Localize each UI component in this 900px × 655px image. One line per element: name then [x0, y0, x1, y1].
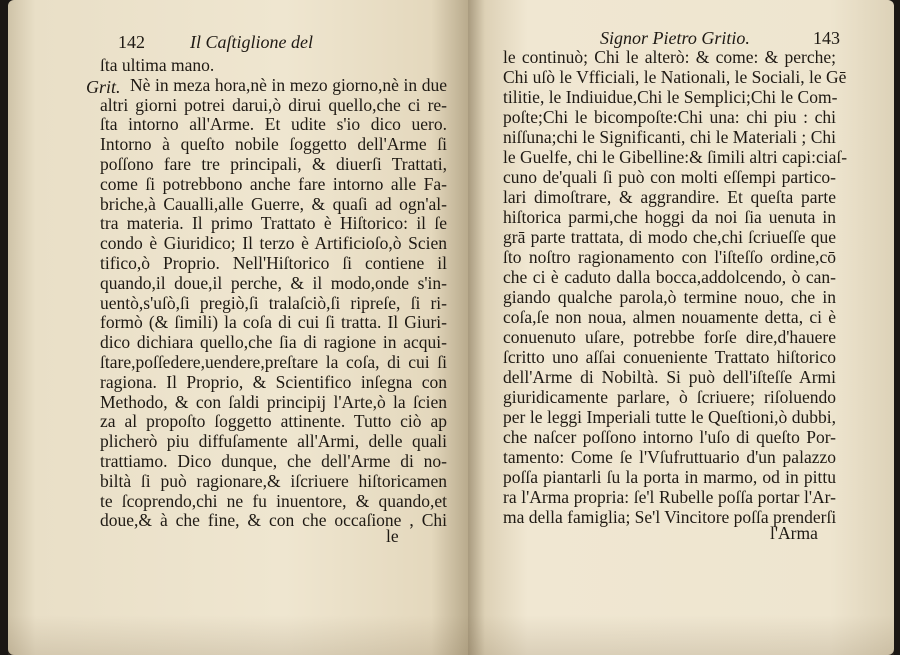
- text-line: hiſtorica parmi,che hoggi da noi ſia uenuta in: [503, 207, 836, 227]
- text-line: tilitie, le Indiuidue,Chi le Semplici;Chi le Com-: [503, 87, 838, 107]
- running-head: Il Caſtiglione del: [190, 32, 313, 52]
- text-line: poſſono fare tre principali, & diuerſi Trattati,: [100, 154, 447, 174]
- text-line: giuridicamente parlare, ò ſcriuere; riſoluendo: [503, 387, 836, 407]
- left-page: [8, 0, 468, 655]
- catchword: le: [386, 526, 399, 547]
- text-line: ſto noſtro ragionamento con l'iſteſſo ordine,cō: [503, 247, 836, 267]
- text-line: le Guelfe, chi le Gibelline:& ſimili altri capi:ciaſ-: [503, 147, 848, 167]
- text-line: poſſa piantarli ſu la porta in marmo, od in pittu: [503, 467, 836, 487]
- text-line: Methodo, & con ſaldi principij l'Arte,ò la ſcien: [100, 391, 447, 412]
- page-shadow: [8, 615, 468, 655]
- text-line: cuno de'quali ſi può con molti eſſempi partico-: [503, 167, 836, 187]
- text-line: coſa,ſe non noua, almen nouamente detta, ci è: [503, 307, 836, 327]
- text-line: te ſcoprendo,chi ne fu inuentore, & quando,et: [100, 490, 447, 511]
- text-line: niſſuna;chi le Significanti, chi le Materiali ; Chi: [503, 127, 836, 147]
- speaker-label: Grit.: [86, 77, 121, 97]
- text-line: tamento: Come ſe l'Vſufruttuario d'un palazzo: [503, 447, 836, 467]
- text-line: per le leggi Imperiali tutte le Queſtioni,ò dubbi,: [503, 407, 836, 427]
- text-line: Nè in meza hora,nè in mezo giorno,nè in due: [130, 74, 447, 95]
- page-number: 142: [118, 32, 145, 52]
- text-line: che ci è caduto dalla bocca,addolcendo, ò can-: [503, 267, 836, 287]
- text-line: ſta intorno all'Arme. Et udite s'io dico uero.: [100, 114, 447, 135]
- text-line: condo è Giuridico; Il terzo è Artificioſo,ò Scien: [100, 233, 447, 254]
- text-line: za al propoſto ſoggetto attinente. Tutto ciò ap: [100, 411, 447, 432]
- catchword: l'Arma: [770, 523, 818, 543]
- text-line: quando,il doue,il perche, & il modo,onde s'in-: [100, 272, 447, 293]
- text-line: lari dimoſtrare, & aggrandire. Et queſta parte: [503, 187, 836, 207]
- text-line: conuenuto uſare, potrebbe forſe dire,d'hauere: [503, 327, 836, 347]
- text-line: ſta ultima mano.: [100, 55, 215, 75]
- page-number: 143: [813, 28, 840, 48]
- text-line: Intorno à queſto nobile ſoggetto dell'Arme ſi: [100, 134, 447, 155]
- text-line: trattiamo. Dico dunque, che dell'Arme di no-: [100, 451, 447, 471]
- text-line: come ſi potrebbono anche fare intorno alle Fa-: [100, 173, 447, 194]
- text-line: che naſcer poſſono intorno l'uſo di queſto Por-: [503, 427, 836, 447]
- text-line: altri giorni potrei darui,ò dirui quello,che ci re-: [100, 94, 447, 115]
- text-line: ra l'Arma propria: ſe'l Rubelle poſſa portar l'Ar-: [503, 487, 836, 507]
- text-line: ma della famiglia; Se'l Vincitore poſſa prenderſi: [503, 507, 837, 527]
- text-line: plicherò piu diffuſamente all'Armi, delle quali: [100, 431, 447, 452]
- text-line: ſcritto uno aſſai conueniente Trattato hiſtorico: [503, 347, 836, 367]
- text-line: tifico,ò Proprio. Nell'Hiſtorico ſi contiene il: [100, 253, 447, 273]
- text-line: biltà ſi può ragionare,& iſcriuere hiſtoricamen: [100, 470, 447, 491]
- text-line: doue,& à che fine, & con che occaſione , Chi: [100, 510, 447, 531]
- text-line: formò (& ſimili) la coſa di cui ſi tratta. Il Giuri-: [100, 312, 447, 333]
- text-line: Chi uſò le Vfficiali, le Nationali, le Sociali, le Gē: [503, 67, 847, 87]
- text-line: tra materia. Il primo Trattato è Hiſtorico: il ſe: [100, 213, 447, 234]
- page-shadow: [468, 615, 894, 655]
- text-line: briche,à Caualli,alle Guerre, & quaſi ad ogn'al-: [100, 193, 447, 214]
- text-line: uentò,s'uſò,ſi pregiò,ſi tralaſciò,ſi ripreſe, ſi ri-: [100, 292, 447, 313]
- text-line: giando qualche parola,ò termine nouo, che in: [503, 287, 836, 307]
- text-line: dico dichiara quello,che ſia di ragione in acqui-: [100, 332, 447, 353]
- text-line: poſte;Chi le bicompoſte:Chi una: chi piu : chi: [503, 107, 836, 127]
- text-line: dell'Arme di Nobiltà. Si può dell'iſteſſe Armi: [503, 367, 836, 387]
- right-page: [468, 0, 894, 655]
- running-head: Signor Pietro Gritio.: [600, 28, 750, 48]
- text-line: ſtare,poſſedere,uendere,preſtare la coſa, di cui ſi: [100, 352, 447, 372]
- text-line: ragiona. Il Proprio, & Scientifico inſegna con: [100, 371, 447, 392]
- text-line: le continuò; Chi le alterò: & come: & perche;: [503, 47, 836, 67]
- text-line: grā parte trattata, di modo che,chi ſcriueſſe que: [503, 227, 836, 247]
